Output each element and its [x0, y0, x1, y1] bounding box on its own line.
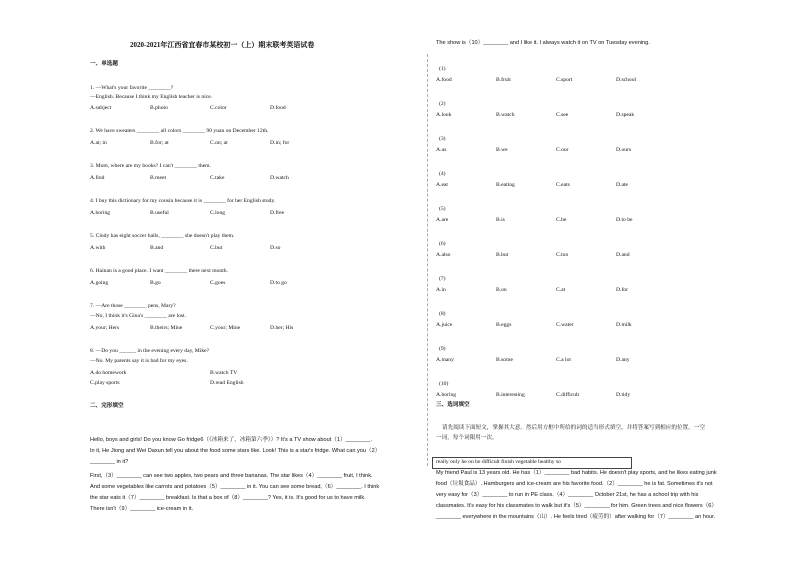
question-stem: 8. —Do you ______ in the evening every day, Mike? — [90, 348, 210, 354]
option-a[interactable]: A.with — [90, 245, 106, 251]
question-stem-line2: —No. My parents say it is bad for my eyes. — [90, 358, 188, 364]
option-b[interactable]: B.and — [150, 245, 164, 251]
option-d[interactable]: D.her; His — [270, 325, 294, 331]
question-stem: 6. Hainan is a good place. I want ________ there next month. — [90, 268, 228, 274]
instructions-line1: 请先阅读下面短文，掌握其大意。然后用方框中所给的词的适当形式填空，并将答案写到相应的位置。一空 — [442, 425, 705, 431]
option-d[interactable]: D.and — [616, 252, 630, 258]
cloze-question-number: (4) — [439, 171, 446, 177]
instructions-line2: 一词，每个词限用一次。 — [436, 435, 498, 441]
option-b[interactable]: B.we — [496, 147, 508, 153]
option-b[interactable]: B.meet — [150, 175, 167, 181]
option-c[interactable]: C.be — [556, 217, 567, 223]
option-d[interactable]: D.speak — [616, 112, 635, 118]
option-d[interactable]: D.free — [270, 210, 285, 216]
option-b[interactable]: B.theirs; Mine — [150, 325, 183, 331]
option-b[interactable]: B.useful — [150, 210, 169, 216]
option-d[interactable]: D.ate — [616, 182, 628, 188]
option-a[interactable]: A.look — [436, 112, 452, 118]
option-c[interactable]: C.but — [210, 245, 223, 251]
option-c[interactable]: C.water — [556, 322, 574, 328]
option-a[interactable]: A.do homework — [90, 370, 127, 376]
option-c[interactable]: C.our — [556, 147, 569, 153]
cloze-line: ________ in it? — [90, 459, 129, 465]
option-a[interactable]: A.juice — [436, 322, 453, 328]
option-d[interactable]: D.ours — [616, 147, 632, 153]
cloze-question-number: (8) — [439, 311, 446, 317]
question-stem: 5. Cindy has eight soccer balls, ________ she doesn't play them. — [90, 233, 235, 239]
cloze-question-number: (7) — [439, 276, 446, 282]
option-c[interactable]: C.color — [210, 105, 227, 111]
option-d[interactable]: D.to go — [270, 280, 287, 286]
option-c[interactable]: C.difficult — [556, 392, 580, 398]
option-d[interactable]: D.any — [616, 357, 630, 363]
cloze-line: Hello, boys and girls! Do you know Go fridge6（《冰箱来了，冰箱第六季》）? It's a TV show about（1）________. — [90, 437, 373, 443]
option-c[interactable]: C.too — [556, 252, 569, 258]
cloze-question-number: (3) — [439, 136, 446, 142]
cloze-question-number: (9) — [439, 346, 446, 352]
passage-line: very easy for（3）________ to run in PE class.（4）________ October 21st, he has a school trip with his — [436, 492, 699, 498]
option-a[interactable]: A.at; in — [90, 140, 107, 146]
passage-line: food（垃圾食品）. Hamburgers and ice-cream are his favorite food.（2）________ he is fat. Sometimes it's not — [436, 481, 713, 487]
question-stem: 1. —What's your favorite ________? — [90, 85, 174, 91]
option-d[interactable]: D.so — [270, 245, 281, 251]
option-b[interactable]: B.go — [150, 280, 161, 286]
cloze-question-number: (10) — [439, 381, 449, 387]
cloze-line: the star eats it（7）________ breakfast. Is that a box of（8）________? Yes, it is. It's good for us to have milk. — [90, 495, 366, 501]
option-d[interactable]: D.milk — [616, 322, 632, 328]
option-b[interactable]: B.eating — [496, 182, 515, 188]
page-title: 2020-2021年江西省宜春市某校初一（上）期末联考英语试卷 — [130, 41, 315, 49]
option-c[interactable]: C.eats — [556, 182, 570, 188]
section-heading-cloze: 二、完形填空 — [90, 403, 124, 409]
option-a[interactable]: A.many — [436, 357, 454, 363]
option-a[interactable]: A.in — [436, 287, 446, 293]
option-a[interactable]: A.boring — [90, 210, 111, 216]
option-b[interactable]: B.but — [496, 252, 509, 258]
word-box-words: really only he on be difficult finish vegetable healthy so — [436, 459, 561, 465]
option-b[interactable]: B.some — [496, 357, 513, 363]
option-b[interactable]: B.eggs — [496, 322, 512, 328]
option-a[interactable]: A.also — [436, 252, 451, 258]
option-d[interactable]: D.food — [270, 105, 286, 111]
cloze-line: And some vegetables like carrots and potatoes（5）________ in it. You can see some bread,（6）________. I think — [90, 484, 380, 490]
option-b[interactable]: B.fruit — [496, 77, 511, 83]
section-heading-word-fill: 三、选词填空 — [436, 402, 470, 408]
option-b[interactable]: B.for; at — [150, 140, 169, 146]
option-c[interactable]: C.your; Mine — [210, 325, 241, 331]
option-c[interactable]: C.long — [210, 210, 226, 216]
option-b[interactable]: B.watch TV — [210, 370, 238, 376]
option-c[interactable]: C.on; at — [210, 140, 228, 146]
option-b[interactable]: B.on — [496, 287, 507, 293]
option-c[interactable]: C.see — [556, 112, 569, 118]
question-stem-line2: —No, I think it's Gina's ________ are lost. — [90, 313, 187, 319]
option-a[interactable]: A.are — [436, 217, 449, 223]
column-divider — [427, 54, 428, 466]
cloze-question-number: (2) — [439, 101, 446, 107]
passage-line: My friend Paul is 13 years old. He has（1）________ bad habits. He doesn't play sports, and he likes eating junk — [436, 470, 717, 476]
cloze-line-10: The show is（10）________ and I like it. I always watch it on TV on Tuesday evening. — [436, 40, 650, 46]
question-stem: 4. I buy this dictionary for my cousin because it is ________ for her English study. — [90, 198, 276, 204]
option-b[interactable]: B.watch — [496, 112, 515, 118]
option-b[interactable]: B.is — [496, 217, 505, 223]
section-heading-single-choice: 一、单选题 — [90, 61, 118, 67]
option-a[interactable]: A.us — [436, 147, 447, 153]
cloze-question-number: (6) — [439, 241, 446, 247]
option-d[interactable]: D.to be — [616, 217, 633, 223]
cloze-question-number: (1) — [439, 66, 446, 72]
question-stem: 2. We have sweaters ________ all colors ________ 90 yuan on December 12th. — [90, 128, 269, 134]
passage-line: ________ everywhere in the mountains（山）. He feels tired（疲劳的）after walking for（7）________ an hour. — [436, 514, 716, 520]
question-stem: 3. Mom, where are my books? I can't ________ them. — [90, 163, 211, 169]
passage-line: classmates. It's easy for his classmates to walk but it's（5）________ for him. Green trees and nice flowers（6） — [436, 503, 718, 509]
option-d[interactable]: D.school — [616, 77, 637, 83]
option-c[interactable]: C.at — [556, 287, 566, 293]
option-c[interactable]: C.goes — [210, 280, 226, 286]
option-d[interactable]: D.tidy — [616, 392, 631, 398]
option-c[interactable]: C.a lot — [556, 357, 571, 363]
option-b[interactable]: B.photo — [150, 105, 168, 111]
question-stem-line2: —English. Because I think my English teacher is nice. — [90, 94, 213, 100]
option-d[interactable]: D.in; for — [270, 140, 290, 146]
option-b[interactable]: B.interesting — [496, 392, 525, 398]
question-stem: 7. —Are those ________ pens, Mary? — [90, 303, 176, 309]
option-a[interactable]: A.going — [90, 280, 109, 286]
option-a[interactable]: A.find — [90, 175, 105, 181]
option-d[interactable]: D.watch — [270, 175, 289, 181]
option-d[interactable]: D.for — [616, 287, 628, 293]
option-c[interactable]: C.sport — [556, 77, 573, 83]
option-a[interactable]: A.your; Hers — [90, 325, 120, 331]
cloze-line: First,（3）________ can see two apples, two pears and three bananas. The star likes（4）________ fruit, I think. — [90, 473, 373, 479]
option-d[interactable]: D.read English — [210, 380, 244, 386]
option-a[interactable]: A.eat — [436, 182, 448, 188]
option-a[interactable]: A.food — [436, 77, 452, 83]
option-c[interactable]: C.take — [210, 175, 225, 181]
option-a[interactable]: A.subject — [90, 105, 112, 111]
option-a[interactable]: A.boring — [436, 392, 457, 398]
cloze-line: There isn't（9）________ ice-cream in it. — [90, 506, 194, 512]
cloze-line: In it, He Jiong and Wei Daxun tell you about the food some stars like. Look! This is a star's fridge. What can you（2） — [90, 448, 381, 454]
option-c[interactable]: C.play sports — [90, 380, 120, 386]
cloze-question-number: (5) — [439, 206, 446, 212]
